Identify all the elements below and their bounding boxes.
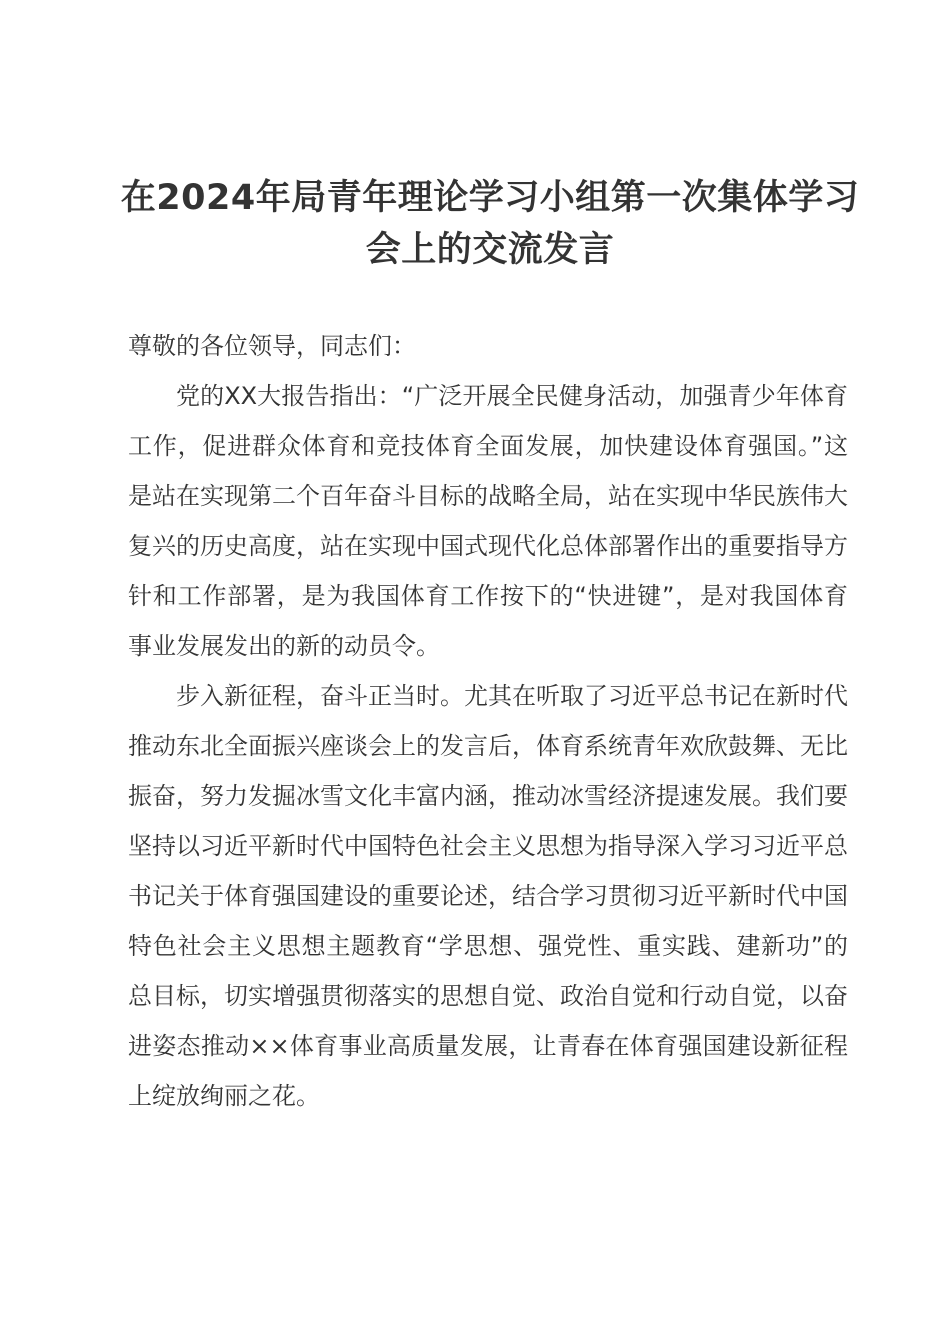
document-body bbox=[128, 321, 848, 1121]
document-title bbox=[110, 172, 870, 276]
paragraph-1: 党的XX大报告指出：“广泛开展全民健身活动，加强青少年体育工作，促进群众体育和竞技体育全面发展，加快建设体育强国。”这是站在实现第二个百年奋斗目标的战略全局，站在实现中华民族伟大复兴的历史高度，站在实现中国式现代化总体部署作出的重要指导方针和工作部署，是为我国体育工作按下的“快进键”，是对我国体育事业发展发出的新的动员令。 bbox=[128, 382, 848, 660]
salutation: 尊敬的各位领导，同志们： bbox=[128, 332, 416, 360]
paragraph-2: 步入新征程，奋斗正当时。尤其在听取了习近平总书记在新时代推动东北全面振兴座谈会上的发言后，体育系统青年欢欣鼓舞、无比振奋，努力发掘冰雪文化丰富内涵，推动冰雪经济提速发展。我们要坚持以习近平新时代中国特色社会主义思想为指导深入学习习近平总书记关于体育强国建设的重要论述，结合学习贯彻习近平新时代中国特色社会主义思想主题教育“学思想、强党性、重实践、建新功”的总目标，切实增强贯彻落实的思想自觉、政治自觉和行动自觉，以奋进姿态推动××体育事业高质量发展，让青春在体育强国建设新征程上绽放绚丽之花。 bbox=[128, 682, 848, 1110]
title-line-2: 会上的交流发言 bbox=[365, 230, 615, 270]
title-line-1: 在2024年局青年理论学习小组第一次集体学习 bbox=[120, 178, 860, 218]
